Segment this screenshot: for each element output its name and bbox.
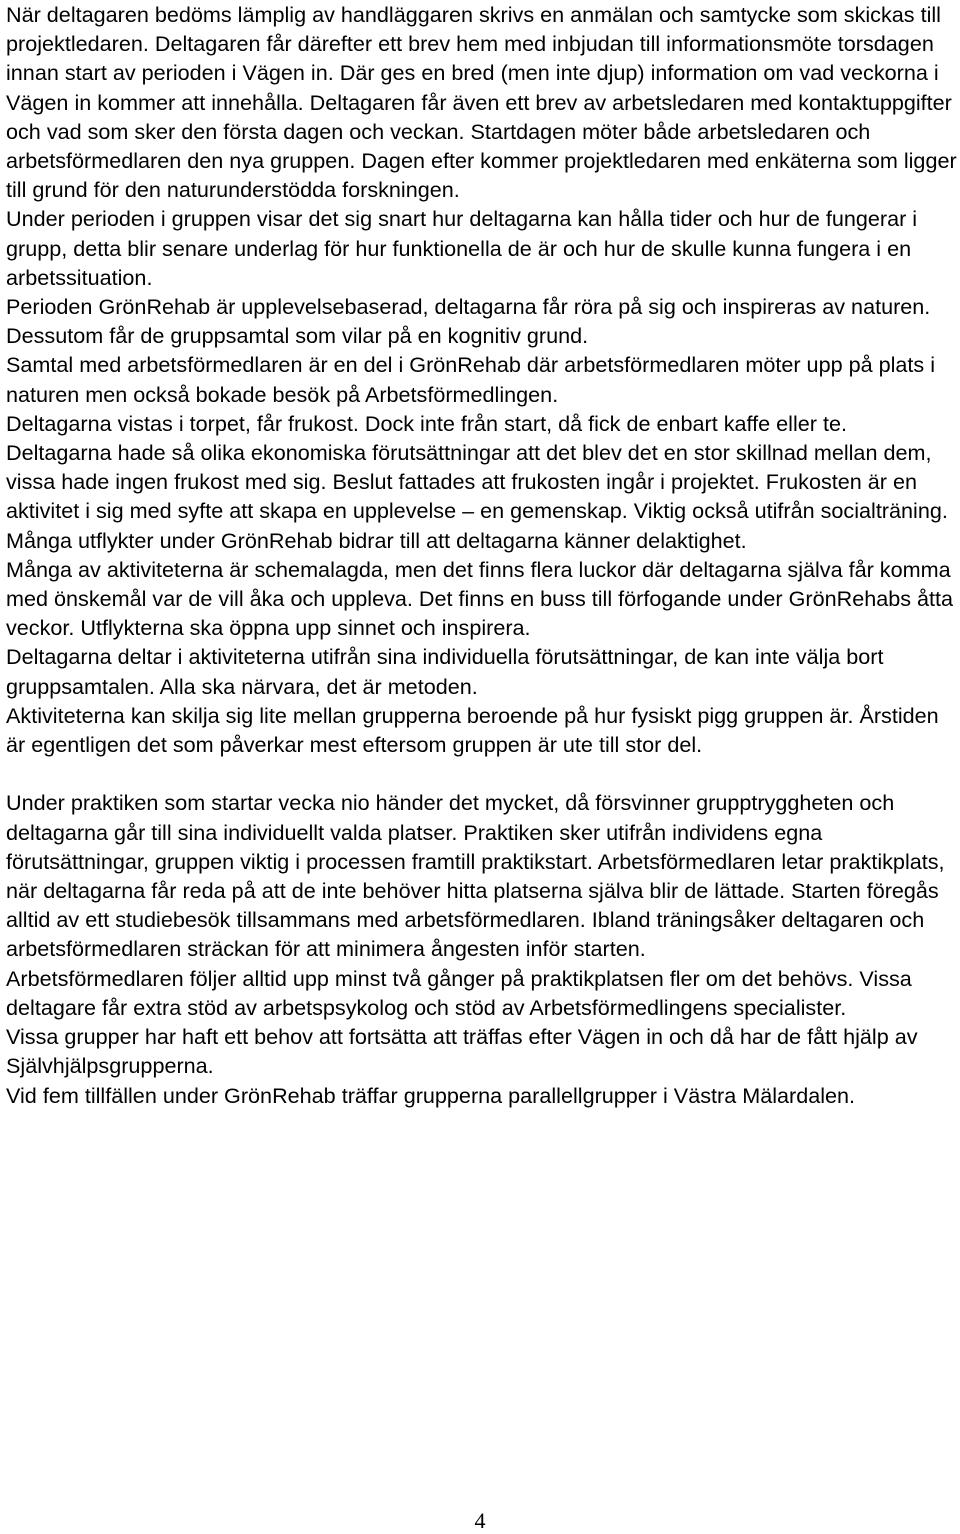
page-number: 4: [474, 1508, 486, 1533]
paragraph-employment-officer-talks: Samtal med arbetsförmedlaren är en del i GrönRehab där arbetsförmedlaren möter upp på plats i naturen men också bokade besök på Arbetsförmedlingen.: [6, 352, 936, 407]
paragraph-activity-variation: Aktiviteterna kan skilja sig lite mellan grupperna beroende på hur fysiskt pigg gruppen är. Årstiden är egentligen det som påverkar mest eftersom gruppen är ute till stor del.: [6, 702, 939, 758]
paragraph-excursions: Många utflykter under GrönRehab bidrar till att deltagarna känner delaktighet.: [6, 527, 747, 553]
paragraph-breakfast: Deltagarna vistas i torpet, får frukost. Dock inte från start, då fick de enbart kaffe eller te. Deltagarna hade så olika ekonomiska förutsättningar att det blev det en stor skillnad mellan dem, vissa hade ingen frukost med sig. Beslut fattades att frukosten ingår i projektet. Frukosten är en aktivitet i sig med syfte att skapa en upplevelse – en gemenskap. Viktig också utifrån socialträning.: [6, 410, 948, 524]
paragraph-parallel-groups: Vid fem tillfällen under GrönRehab träffar grupperna parallellgrupper i Västra Mälardalen.: [6, 1082, 856, 1108]
paragraph-enrollment: När deltagaren bedöms lämplig av handläggaren skrivs en anmälan och samtycke som skickas till projektledaren. Deltagaren får därefter ett brev hem med inbjudan till informationsmöte torsdagen innan start av perioden i Vägen in. Där ges en bred (men inte djup) information om vad veckorna i Vägen in kommer att innehålla. Deltagaren får även ett brev av arbetsledaren med kontaktuppgifter och vad som sker den första dagen och veckan. Startdagen möter både arbetsledaren och arbetsförmedlaren den nya gruppen. Dagen efter kommer projektledaren med enkäterna som ligger till grund för den naturunderstödda forskningen.: [6, 2, 957, 203]
paragraph-internship: Under praktiken som startar vecka nio händer det mycket, då försvinner grupptryggheten och deltagarna går till sina individuellt valda platser. Praktiken sker utifrån individens egna förutsättningar, gruppen viktig i processen framtill praktikstart. Arbetsförmedlaren letar praktikplats, när deltagarna får reda på att de inte behöver hitta platserna själva blir de lättade. Starten föregås alltid av ett studiebesök tillsammans med arbetsförmedlaren. Ibland träningsåker deltagaren och arbetsförmedlaren sträckan för att minimera ångesten inför starten.: [6, 790, 945, 962]
document-body: [6, 0, 958, 1110]
paragraph-scheduled-activities: Många av aktiviteterna är schemalagda, men det finns flera luckor där deltagarna själva får komma med önskemål var de vill åka och uppleva. Det finns en buss till förfogande under GrönRehabs åtta veckor. Utflykterna ska öppna upp sinnet och inspirera.: [6, 556, 954, 641]
paragraph-participation: Deltagarna deltar i aktiviteterna utifrån sina individuella förutsättningar, de kan inte välja bort gruppsamtalen. Alla ska närvara, det är metoden.: [6, 644, 884, 699]
paragraph-self-help-groups: Vissa grupper har haft ett behov att fortsätta att träffas efter Vägen in och då har de fått hjälp av Självhjälpsgrupperna.: [6, 1024, 918, 1079]
paragraph-follow-up: Arbetsförmedlaren följer alltid upp minst två gånger på praktikplatsen fler om det behövs. Vissa deltagare får extra stöd av arbetspsykolog och stöd av Arbetsförmedlingens specialister.: [6, 965, 912, 1020]
paragraph-group-period: Under perioden i gruppen visar det sig snart hur deltagarna kan hålla tider och hur de fungerar i grupp, detta blir senare underlag för hur funktionella de är och hur de skulle kunna fungera i en arbetssituation.: [6, 206, 918, 290]
paragraph-experience-based: Perioden GrönRehab är upplevelsebaserad, deltagarna får röra på sig och inspireras av naturen. Dessutom får de gruppsamtal som vilar på en kognitiv grund.: [6, 294, 931, 349]
